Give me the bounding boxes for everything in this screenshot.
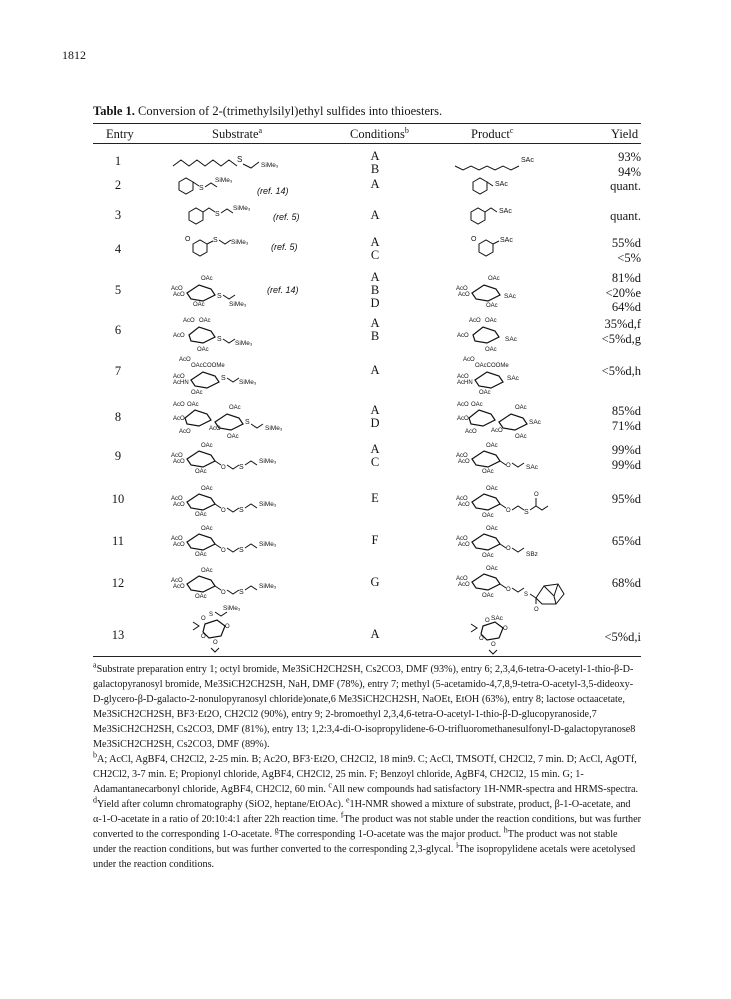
svg-text:S: S — [239, 547, 244, 554]
svg-text:OAc: OAc — [485, 347, 497, 353]
svg-text:O: O — [213, 640, 218, 646]
svg-text:AcO: AcO — [491, 428, 503, 434]
svg-text:O: O — [506, 546, 511, 552]
entry-number: 13 — [111, 628, 125, 642]
svg-text:S: S — [221, 375, 226, 382]
substrate-structure — [171, 441, 311, 479]
svg-text:AcO: AcO — [173, 402, 185, 408]
svg-text:SAc: SAc — [507, 375, 519, 382]
substrate-structure — [171, 150, 301, 172]
svg-text:AcO: AcO — [458, 542, 470, 548]
svg-text:S: S — [213, 237, 218, 244]
svg-text:S: S — [217, 293, 222, 300]
table-bottom-rule — [93, 656, 641, 657]
product-structure — [465, 172, 535, 202]
svg-text:OAc: OAc — [197, 347, 209, 353]
svg-text:O: O — [221, 590, 226, 596]
svg-text:SiMe₃: SiMe₃ — [259, 541, 277, 548]
table-row — [93, 400, 641, 440]
svg-text:SiMe₃: SiMe₃ — [235, 340, 253, 347]
svg-text:S: S — [239, 464, 244, 471]
svg-text:S: S — [239, 589, 244, 596]
svg-text:OAc: OAc — [486, 443, 498, 449]
svg-text:AcO: AcO — [456, 453, 468, 459]
svg-text:OAc: OAc — [195, 552, 207, 558]
svg-text:AcO: AcO — [456, 576, 468, 582]
yield-value: 81%d <20%e 64%d — [605, 271, 641, 314]
svg-text:OAc: OAc — [479, 390, 491, 396]
svg-text:AcO: AcO — [458, 459, 470, 465]
yield-value: 55%d <5% — [611, 236, 641, 265]
svg-text:(ref. 14): (ref. 14) — [267, 285, 299, 295]
product-structure — [456, 482, 576, 524]
svg-text:OAc: OAc — [201, 443, 213, 449]
svg-text:SAc: SAc — [526, 464, 538, 471]
svg-text:O: O — [201, 616, 206, 622]
svg-text:S: S — [237, 155, 243, 164]
yield-value: 68%d — [611, 576, 641, 590]
svg-text:OAc: OAc — [227, 434, 239, 440]
svg-text:AcO: AcO — [179, 357, 191, 363]
svg-text:AcO: AcO — [456, 286, 468, 292]
conditions-value: A — [370, 208, 380, 222]
svg-text:SAc: SAc — [499, 208, 512, 215]
svg-text:O: O — [185, 236, 191, 243]
svg-text:AcO: AcO — [173, 502, 185, 508]
svg-text:AcO: AcO — [457, 416, 469, 422]
table-title: Conversion of 2-(trimethylsilyl)ethyl sulfides into thioesters. — [138, 104, 443, 118]
svg-text:OAc: OAc — [201, 276, 213, 282]
svg-text:AcO: AcO — [173, 416, 185, 422]
svg-text:S: S — [209, 612, 214, 618]
svg-text:OAc: OAc — [515, 405, 527, 411]
svg-text:AcHN: AcHN — [457, 380, 473, 386]
svg-text:OAc: OAc — [486, 526, 498, 532]
product-structure — [469, 606, 549, 656]
table-row — [93, 524, 641, 562]
conditions-value: A B — [370, 149, 380, 176]
conditions-value: A B D — [370, 270, 380, 310]
entry-number: 6 — [114, 323, 122, 337]
svg-text:O: O — [221, 548, 226, 554]
svg-text:S: S — [524, 592, 529, 598]
header-entry: Entry — [106, 127, 134, 141]
svg-text:(ref. 14): (ref. 14) — [257, 186, 289, 196]
header-product: Product$^c$ — [471, 125, 514, 141]
svg-text:SAc: SAc — [495, 181, 508, 188]
svg-text:SBz: SBz — [526, 551, 538, 558]
svg-text:O: O — [534, 607, 539, 613]
svg-text:O: O — [479, 636, 484, 642]
header-yield: Yield — [611, 127, 639, 141]
svg-text:AcO: AcO — [171, 536, 183, 542]
svg-text:AcO: AcO — [457, 333, 469, 339]
entry-number: 5 — [114, 283, 122, 297]
svg-text:SiMe₃: SiMe₃ — [229, 301, 247, 308]
yield-value: <5%d,h — [601, 364, 641, 378]
conditions-value: G — [370, 575, 380, 589]
svg-text:(ref. 5): (ref. 5) — [271, 242, 298, 252]
conditions-value: A D — [370, 403, 380, 430]
entry-number: 11 — [111, 534, 125, 548]
svg-text:O: O — [201, 634, 206, 640]
footnote-a: $^a$Substrate preparation entry 1; octyl bromide, Me3SiCH2CH2SH, Cs2CO3, DMF (93%), entry 6; 2,3,4,6-tetra-O-acetyl-1-thio-β-D-galactopyranosyl bromide, Me3SiCH2CH2SH, NaH, DMF (78%), entry 7; methyl (5-acetamido-4,7,8,9-tetra-O-acetyl-3,5-dideoxy-D-glycero-β-D-galacto-2-nonulopyranosyl chloride)onate,6 Me3SiCH2CH2SH, NaOEt, EtOH (63%), entry 8; lactose octaacetate, Me3SiCH2CH2SH, BF3·Et2O, CH2Cl2 (90%), entry 9; 2-bromoethyl 2,3,4,6-tetra-O-acetyl-1-thio-β-D-glucopyranoside,7 Me3SiCH2CH2SH, Cs2CO3, DMF (81%), entry 13; 1,2:3,4-di-O-isopropylidene-6-O-trifluoromethanesulfonyl-D-galactopyranose8 Me3SiCH2CH2SH, Cs2CO3, DMF (89%). — [93, 660, 636, 750]
svg-text:OAc: OAc — [486, 566, 498, 572]
svg-text:O: O — [506, 508, 511, 514]
entry-number: 7 — [114, 364, 122, 378]
yield-value: 99%d 99%d — [611, 443, 641, 472]
svg-text:AcO: AcO — [173, 542, 185, 548]
conditions-value: A — [370, 627, 380, 641]
svg-text:AcO: AcO — [173, 459, 185, 465]
svg-text:SiMe₃: SiMe₃ — [233, 205, 251, 212]
svg-text:OAc: OAc — [486, 486, 498, 492]
svg-text:AcO: AcO — [463, 357, 475, 363]
svg-text:OAc: OAc — [515, 434, 527, 440]
svg-text:O: O — [506, 463, 511, 469]
svg-text:OAc: OAc — [485, 318, 497, 324]
substrate-structure — [173, 400, 323, 442]
svg-text:SiMe₃: SiMe₃ — [231, 239, 249, 246]
svg-text:AcO: AcO — [173, 292, 185, 298]
svg-text:SAc: SAc — [521, 157, 534, 164]
svg-text:AcO: AcO — [173, 374, 185, 380]
svg-text:S: S — [239, 507, 244, 514]
conditions-value: A — [370, 177, 380, 191]
table-header-rule — [93, 143, 641, 144]
footnote-b-to-i: $^b$A; AcCl, AgBF4, CH2Cl2, 2-25 min. B; Ac2O, BF3·Et2O, CH2Cl2, 18 min9. C; AcCl, TMSOTf, CH2Cl2, 7 min. D; AcCl, AgOTf, CH2Cl2, 3-7 min. E; Propionyl chloride, AgBF4, CH2Cl2, 25 min. F; Benzoyl chloride, AgBF4, CH2Cl2, 15 min. G; 1-Adamantanecarbonyl chloride, AgBF4, CH2Cl2, 60 min. $^c$All new compounds had satisfactory 1H-NMR-spectra and HRMS-spectra. $^d$Yield after column chromatography (SiO2, heptane/EtOAc). $^e$1H-NMR showed a mixture of substrate, product, β-1-O-acetate, and α-1-O-acetate in a ratio of 20:10:4:1 after 22h reaction time. $^f$The product was not stable under the reaction conditions, but was further converted to the corresponding 1-O-acetate. $^g$The corresponding 1-O-acetate was the major product. $^h$The product was not stable under the reaction conditions, but was further converted to the corresponding 2,3-glycal. $^i$The isopropylidene acetals were acetolysed under the reaction conditions. — [93, 750, 642, 870]
svg-text:AcO: AcO — [171, 578, 183, 584]
product-structure — [456, 524, 566, 562]
svg-text:O: O — [471, 236, 477, 243]
table-row — [93, 172, 641, 202]
conditions-value: A C — [370, 442, 380, 469]
svg-text:OAc: OAc — [201, 486, 213, 492]
svg-text:S: S — [524, 509, 529, 516]
conditions-value: A C — [370, 235, 380, 262]
product-structure — [465, 200, 545, 230]
svg-text:AcO: AcO — [173, 584, 185, 590]
yield-value: 93% 94% — [618, 150, 641, 179]
substrate-structure — [171, 484, 311, 522]
entry-number: 9 — [114, 449, 122, 463]
svg-text:AcO: AcO — [171, 496, 183, 502]
product-structure — [456, 441, 566, 479]
svg-text:OAc: OAc — [195, 594, 207, 600]
conditions-value: F — [371, 533, 379, 547]
svg-text:SiMe₃: SiMe₃ — [215, 177, 233, 184]
svg-text:O: O — [225, 624, 230, 630]
svg-text:(ref. 5): (ref. 5) — [273, 212, 300, 222]
substrate-structure — [191, 604, 301, 654]
svg-text:OAc: OAc — [191, 390, 203, 396]
substrate-structure — [185, 232, 355, 266]
svg-text:S: S — [215, 211, 220, 218]
svg-text:O: O — [491, 642, 496, 648]
product-structure — [457, 354, 557, 396]
svg-text:S: S — [199, 185, 204, 192]
svg-text:AcO: AcO — [456, 496, 468, 502]
yield-value: 95%d — [611, 492, 641, 506]
svg-text:AcO: AcO — [179, 429, 191, 435]
yield-value: 35%d,f <5%d,g — [601, 317, 641, 346]
yield-value: quant. — [610, 209, 641, 223]
svg-text:OAc: OAc — [195, 469, 207, 475]
table-footnotes — [93, 662, 643, 872]
substrate-structure — [171, 524, 311, 562]
svg-text:OAc: OAc — [193, 302, 205, 308]
svg-text:O: O — [534, 492, 539, 498]
svg-text:OAc: OAc — [229, 405, 241, 411]
table-top-rule — [93, 123, 641, 124]
conditions-value: A — [370, 363, 380, 377]
svg-text:SiMe₃: SiMe₃ — [259, 458, 277, 465]
entry-number: 4 — [114, 242, 122, 256]
product-structure — [457, 315, 557, 355]
yield-value: 85%d 71%d — [611, 404, 641, 433]
table-row — [93, 482, 641, 522]
entry-number: 12 — [111, 576, 125, 590]
svg-text:AcO: AcO — [458, 502, 470, 508]
svg-text:OAc: OAc — [471, 402, 483, 408]
svg-text:AcO: AcO — [469, 318, 481, 324]
product-structure — [456, 271, 556, 311]
svg-text:SiMe₃: SiMe₃ — [259, 501, 277, 508]
yield-value: <5%d,i — [604, 630, 641, 644]
svg-text:OAc: OAc — [486, 303, 498, 309]
svg-text:AcO: AcO — [209, 426, 221, 432]
svg-text:AcHN: AcHN — [173, 380, 189, 386]
yield-value: quant. — [610, 179, 641, 193]
svg-text:SiMe₃: SiMe₃ — [259, 583, 277, 590]
svg-text:SAc: SAc — [491, 615, 503, 622]
svg-text:O: O — [221, 465, 226, 471]
svg-text:AcO: AcO — [458, 582, 470, 588]
svg-text:O: O — [221, 508, 226, 514]
svg-text:OAc: OAc — [482, 469, 494, 475]
svg-text:AcO: AcO — [173, 333, 185, 339]
svg-text:OAcCOOMe: OAcCOOMe — [475, 363, 509, 369]
product-structure — [471, 232, 541, 266]
substrate-structure — [171, 566, 311, 604]
page-number: 1812 — [62, 48, 86, 62]
entry-number: 2 — [114, 178, 122, 192]
svg-text:O: O — [485, 618, 490, 624]
substrate-structure — [173, 354, 303, 396]
svg-text:OAc: OAc — [195, 512, 207, 518]
svg-text:AcO: AcO — [183, 318, 195, 324]
svg-text:SiMe₃: SiMe₃ — [239, 379, 257, 386]
svg-text:OAc: OAc — [482, 513, 494, 519]
svg-text:SiMe₃: SiMe₃ — [261, 162, 279, 169]
svg-text:OAc: OAc — [482, 593, 494, 599]
entry-number: 10 — [111, 492, 125, 506]
svg-text:OAc: OAc — [187, 402, 199, 408]
product-structure — [457, 400, 567, 442]
svg-text:OAc: OAc — [199, 318, 211, 324]
svg-text:SiMe₃: SiMe₃ — [223, 605, 241, 612]
product-structure — [453, 152, 543, 174]
svg-text:OAcCOOMe: OAcCOOMe — [191, 363, 225, 369]
conditions-value: A B — [370, 316, 380, 343]
yield-value: 65%d — [611, 534, 641, 548]
svg-text:AcO: AcO — [457, 402, 469, 408]
table-caption — [93, 104, 442, 119]
header-conditions: Conditions$^b$ — [350, 125, 409, 141]
svg-text:OAc: OAc — [482, 553, 494, 559]
conditions-value: E — [371, 491, 379, 505]
table-row — [93, 354, 641, 396]
table-row — [93, 315, 641, 355]
table-row — [93, 200, 641, 228]
entry-number: 1 — [114, 154, 122, 168]
substrate-structure — [171, 172, 351, 202]
svg-text:OAc: OAc — [201, 568, 213, 574]
svg-text:OAc: OAc — [488, 276, 500, 282]
header-substrate: Substrate$^a$ — [212, 125, 263, 141]
svg-text:O: O — [503, 626, 508, 632]
svg-text:SAc: SAc — [529, 419, 541, 426]
table-row — [93, 232, 641, 266]
table-row — [93, 604, 641, 654]
svg-text:AcO: AcO — [457, 374, 469, 380]
table-label: Table 1. — [93, 104, 135, 118]
table-row — [93, 441, 641, 481]
entry-number: 8 — [114, 410, 122, 424]
svg-text:AcO: AcO — [456, 536, 468, 542]
svg-text:SAc: SAc — [500, 237, 513, 244]
substrate-structure — [183, 200, 353, 230]
svg-text:AcO: AcO — [465, 429, 477, 435]
svg-text:AcO: AcO — [171, 453, 183, 459]
substrate-structure — [171, 271, 351, 311]
svg-text:AcO: AcO — [171, 286, 183, 292]
svg-text:SAc: SAc — [505, 336, 517, 343]
svg-text:S: S — [217, 336, 222, 343]
entry-number: 3 — [114, 208, 122, 222]
substrate-structure — [173, 315, 303, 355]
table-row — [93, 270, 641, 314]
svg-text:OAc: OAc — [201, 526, 213, 532]
svg-text:AcO: AcO — [458, 292, 470, 298]
svg-text:S: S — [245, 419, 250, 426]
svg-text:SiMe₃: SiMe₃ — [265, 425, 283, 432]
svg-text:O: O — [506, 587, 511, 593]
svg-text:SAc: SAc — [504, 293, 516, 300]
